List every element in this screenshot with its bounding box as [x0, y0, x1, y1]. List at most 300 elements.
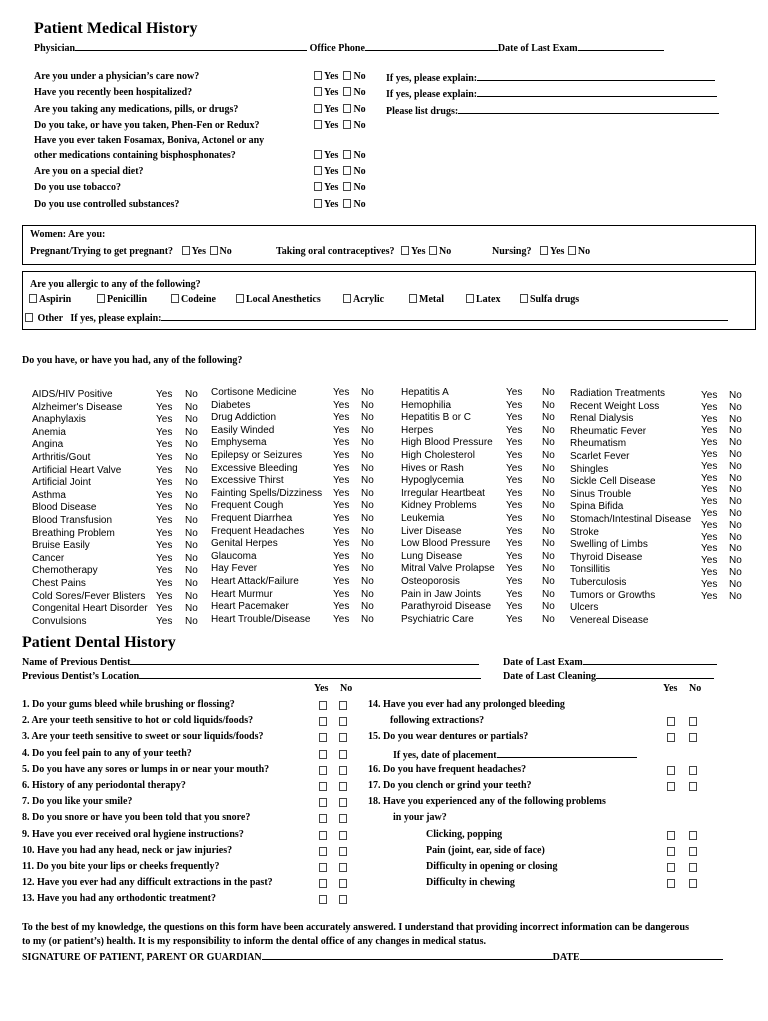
- condition-no-option[interactable]: No: [185, 489, 198, 501]
- dental-no-checkbox[interactable]: [339, 733, 347, 742]
- condition-yes-option[interactable]: Yes: [701, 437, 718, 449]
- condition-yes-option[interactable]: Yes: [156, 389, 173, 400]
- med-followup-field[interactable]: [477, 87, 717, 97]
- dental-no-checkbox[interactable]: [339, 814, 347, 823]
- condition-no-option[interactable]: No: [185, 401, 198, 413]
- condition-no-option[interactable]: No: [361, 538, 374, 550]
- condition-no-option[interactable]: No: [729, 531, 742, 543]
- prev-dentist-row: [22, 655, 479, 668]
- condition-no-option[interactable]: No: [729, 472, 742, 484]
- condition-no-option[interactable]: No: [729, 460, 742, 472]
- condition-no-option[interactable]: No: [729, 413, 742, 425]
- condition-yes-option[interactable]: Yes: [333, 550, 350, 562]
- condition-yes-option[interactable]: Yes: [506, 437, 523, 449]
- med-no-checkbox[interactable]: [343, 104, 351, 113]
- dental-yes-checkbox[interactable]: [319, 701, 327, 710]
- nursing-row: [492, 246, 590, 257]
- condition-name: Rheumatism: [570, 438, 627, 450]
- condition-yes-option[interactable]: Yes: [333, 387, 350, 398]
- date-label: DATE: [552, 952, 580, 963]
- condition-name: Parathyroid Disease: [401, 601, 492, 613]
- dental-question-text: 14. Have you ever had any prolonged bleeding: [368, 699, 565, 710]
- condition-no-option[interactable]: No: [542, 576, 555, 587]
- dental-no-checkbox[interactable]: [689, 733, 697, 742]
- condition-yes-option[interactable]: Yes: [333, 538, 350, 550]
- nursing-no-checkbox[interactable]: [568, 246, 576, 255]
- condition-no-option[interactable]: No: [361, 563, 374, 575]
- signature-field[interactable]: [262, 950, 553, 960]
- condition-yes-option[interactable]: Yes: [156, 464, 173, 476]
- condition-no-option[interactable]: No: [729, 590, 742, 602]
- med-followup: [386, 87, 717, 100]
- condition-yes-option[interactable]: Yes: [701, 567, 718, 578]
- condition-yes-option[interactable]: Yes: [156, 452, 173, 463]
- contraceptives-yes-checkbox[interactable]: [401, 246, 409, 255]
- condition-yes-option[interactable]: Yes: [701, 578, 718, 590]
- condition-yes-option[interactable]: Yes: [333, 424, 350, 436]
- condition-no-option[interactable]: No: [185, 452, 198, 463]
- dental-no-checkbox[interactable]: [339, 895, 347, 904]
- condition-no-option[interactable]: No: [542, 475, 555, 487]
- condition-name: Tuberculosis: [570, 577, 627, 588]
- dental-question: 5. Do you have any sores or lumps in or near your mouth?: [22, 763, 270, 775]
- condition-no-option[interactable]: No: [542, 538, 555, 550]
- med-yes-label: Yes: [324, 71, 339, 82]
- dental-no-checkbox[interactable]: [689, 879, 697, 888]
- dental-no-checkbox[interactable]: [339, 717, 347, 726]
- condition-no-option[interactable]: No: [185, 414, 198, 426]
- med-followup-label: If yes, please explain:: [386, 89, 478, 100]
- dental-no-checkbox[interactable]: [339, 879, 347, 888]
- dental-no-checkbox[interactable]: [339, 847, 347, 856]
- condition-no-option[interactable]: No: [185, 565, 198, 577]
- allergy-checkbox[interactable]: [343, 294, 351, 303]
- condition-no-option[interactable]: No: [542, 450, 555, 461]
- condition-name: Excessive Bleeding: [211, 462, 298, 474]
- dental-last-exam-field[interactable]: [583, 655, 717, 665]
- condition-no-option[interactable]: No: [542, 424, 555, 436]
- condition-no-option[interactable]: No: [729, 496, 742, 508]
- condition-no-option[interactable]: No: [729, 508, 742, 519]
- condition-no-option[interactable]: No: [361, 387, 374, 398]
- dental-yes-checkbox[interactable]: [667, 879, 675, 888]
- med-yes-checkbox[interactable]: [314, 87, 322, 96]
- condition-yes-option[interactable]: Yes: [156, 527, 173, 539]
- condition-name: Heart Pacemaker: [211, 601, 289, 613]
- condition-name: Spina Bifida: [570, 501, 624, 513]
- condition-yes-option[interactable]: Yes: [506, 601, 523, 613]
- dental-no-checkbox[interactable]: [689, 782, 697, 791]
- condition-no-option[interactable]: No: [185, 615, 198, 627]
- dental-yes-checkbox[interactable]: [319, 717, 327, 726]
- condition-yes-option[interactable]: Yes: [506, 424, 523, 436]
- dental-no-checkbox[interactable]: [689, 831, 697, 840]
- dental-no-checkbox[interactable]: [339, 831, 347, 840]
- condition-yes-option[interactable]: Yes: [333, 613, 350, 625]
- med-question-text: Have you recently been hospitalized?: [34, 87, 193, 98]
- condition-yes-option[interactable]: Yes: [333, 525, 350, 537]
- condition-yes-option[interactable]: Yes: [701, 484, 718, 496]
- med-no-checkbox[interactable]: [343, 87, 351, 96]
- med-no-checkbox[interactable]: [343, 199, 351, 208]
- condition-yes-option[interactable]: Yes: [701, 413, 718, 425]
- allergy-checkbox[interactable]: [171, 294, 179, 303]
- dental-yes-checkbox[interactable]: [319, 879, 327, 888]
- dental-no-checkbox[interactable]: [689, 717, 697, 726]
- allergy-explain-field[interactable]: [161, 311, 728, 321]
- condition-no-option[interactable]: No: [185, 439, 198, 451]
- condition-no-option[interactable]: No: [361, 462, 374, 474]
- condition-no-option[interactable]: No: [185, 590, 198, 602]
- condition-no-option[interactable]: No: [361, 613, 374, 625]
- condition-no-option[interactable]: No: [361, 500, 374, 512]
- condition-name: Kidney Problems: [401, 500, 477, 512]
- dental-placement-date-field[interactable]: [497, 748, 637, 758]
- dental-no-checkbox[interactable]: [689, 766, 697, 775]
- dental-question-text: Pain (joint, ear, side of face): [426, 844, 545, 856]
- condition-yes-option[interactable]: Yes: [333, 601, 350, 613]
- condition-name: Hypoglycemia: [401, 475, 464, 487]
- med-followup-label: If yes, please explain:: [386, 73, 478, 84]
- dental-yes-checkbox[interactable]: [319, 782, 327, 791]
- condition-name: Artificial Joint: [32, 477, 91, 489]
- dental-no-checkbox[interactable]: [339, 701, 347, 710]
- physician-field[interactable]: [75, 41, 307, 51]
- condition-yes-option[interactable]: Yes: [333, 462, 350, 474]
- dental-question-text: following extractions?: [390, 715, 485, 727]
- condition-yes-option[interactable]: Yes: [701, 496, 718, 508]
- condition-no-option[interactable]: No: [361, 601, 374, 613]
- condition-no-option[interactable]: No: [729, 449, 742, 460]
- condition-no-option[interactable]: No: [185, 502, 198, 514]
- med-yes-checkbox[interactable]: [314, 104, 322, 113]
- condition-yes-option[interactable]: Yes: [333, 450, 350, 461]
- condition-yes-option[interactable]: Yes: [701, 508, 718, 519]
- office-phone-field[interactable]: [365, 41, 498, 51]
- conditions-question: Do you have, or have you had, any of the following?: [22, 355, 243, 366]
- dental-no-checkbox[interactable]: [689, 847, 697, 856]
- pregnant-no-label: No: [219, 246, 232, 257]
- condition-no-option[interactable]: No: [361, 487, 374, 499]
- condition-no-option[interactable]: No: [729, 543, 742, 555]
- condition-no-option[interactable]: No: [542, 601, 555, 613]
- condition-name: Epilepsy or Seizures: [211, 450, 303, 461]
- condition-name: Chemotherapy: [32, 565, 98, 577]
- condition-yes-option[interactable]: Yes: [333, 513, 350, 524]
- condition-no-option[interactable]: No: [729, 401, 742, 413]
- condition-no-option[interactable]: No: [542, 500, 555, 512]
- dental-yes-checkbox[interactable]: [319, 814, 327, 823]
- condition-name: Breathing Problem: [32, 527, 115, 539]
- dental-question: 4. Do you feel pain to any of your teeth?: [22, 747, 192, 759]
- condition-no-option[interactable]: No: [185, 389, 198, 400]
- condition-no-option[interactable]: No: [185, 527, 198, 539]
- condition-no-option[interactable]: No: [185, 603, 198, 615]
- dental-no-checkbox[interactable]: [339, 782, 347, 791]
- dental-question-text: in your jaw?: [393, 812, 447, 824]
- condition-yes-option[interactable]: Yes: [701, 472, 718, 484]
- condition-yes-option[interactable]: Yes: [506, 450, 523, 461]
- med-no-checkbox[interactable]: [343, 166, 351, 175]
- condition-no-option[interactable]: No: [361, 513, 374, 524]
- dental-no-checkbox[interactable]: [339, 863, 347, 872]
- condition-yes-option[interactable]: Yes: [156, 615, 173, 627]
- condition-yes-option[interactable]: Yes: [506, 525, 523, 537]
- condition-yes-option[interactable]: Yes: [701, 590, 718, 602]
- dental-no-checkbox[interactable]: [689, 863, 697, 872]
- condition-yes-option[interactable]: Yes: [156, 414, 173, 426]
- allergy-option: [96, 294, 147, 305]
- condition-yes-option[interactable]: Yes: [156, 502, 173, 514]
- condition-name: Convulsions: [32, 615, 87, 627]
- condition-no-option[interactable]: No: [185, 540, 198, 552]
- dental-yes-checkbox[interactable]: [319, 750, 327, 759]
- dental-yes-checkbox[interactable]: [319, 863, 327, 872]
- allergy-checkbox[interactable]: [409, 294, 417, 303]
- condition-yes-option[interactable]: Yes: [333, 588, 350, 600]
- dental-yes-checkbox[interactable]: [667, 831, 675, 840]
- condition-no-option[interactable]: No: [185, 477, 198, 489]
- condition-no-option[interactable]: No: [185, 578, 198, 589]
- condition-no-option[interactable]: No: [542, 525, 555, 537]
- condition-no-option[interactable]: No: [542, 563, 555, 575]
- med-no-checkbox[interactable]: [343, 182, 351, 191]
- condition-no-option[interactable]: No: [729, 425, 742, 437]
- allergy-other-checkbox[interactable]: [25, 313, 33, 322]
- condition-yes-option[interactable]: Yes: [333, 437, 350, 449]
- condition-no-option[interactable]: No: [361, 475, 374, 487]
- nursing-yes-checkbox[interactable]: [540, 246, 548, 255]
- condition-name: Irregular Heartbeat: [401, 487, 485, 499]
- pregnant-yes-checkbox[interactable]: [182, 246, 190, 255]
- dental-question: 3. Are your teeth sensitive to sweet or sour liquids/foods?: [22, 731, 264, 743]
- condition-yes-option[interactable]: Yes: [156, 515, 173, 526]
- contraceptives-no-checkbox[interactable]: [429, 246, 437, 255]
- med-yes-checkbox[interactable]: [314, 166, 322, 175]
- dental-yes-checkbox[interactable]: [667, 766, 675, 775]
- allergy-option: [28, 294, 71, 305]
- condition-no-option[interactable]: No: [542, 399, 555, 411]
- nursing-question: Nursing?: [492, 246, 532, 257]
- condition-name: Excessive Thirst: [211, 475, 284, 487]
- allergy-checkbox[interactable]: [466, 294, 474, 303]
- prev-dentist-field[interactable]: [130, 655, 479, 665]
- condition-yes-option[interactable]: Yes: [333, 500, 350, 512]
- condition-name: Heart Murmur: [211, 588, 273, 600]
- condition-no-option[interactable]: No: [542, 513, 555, 524]
- condition-no-option[interactable]: No: [729, 519, 742, 531]
- allergy-label: Codeine: [181, 294, 216, 305]
- condition-yes-option[interactable]: Yes: [701, 401, 718, 413]
- condition-name: Venereal Disease: [570, 614, 649, 626]
- med-no-checkbox[interactable]: [343, 120, 351, 129]
- condition-yes-option[interactable]: Yes: [701, 449, 718, 460]
- condition-no-option[interactable]: No: [361, 525, 374, 537]
- allergy-label: Aspirin: [39, 294, 72, 305]
- allergy-checkbox[interactable]: [236, 294, 244, 303]
- condition-yes-option[interactable]: Yes: [333, 412, 350, 424]
- condition-no-option[interactable]: No: [542, 387, 555, 398]
- pregnant-no-checkbox[interactable]: [210, 246, 218, 255]
- med-yes-label: Yes: [324, 166, 339, 177]
- condition-no-option[interactable]: No: [185, 464, 198, 476]
- condition-yes-option[interactable]: Yes: [506, 613, 523, 625]
- condition-no-option[interactable]: No: [542, 487, 555, 499]
- condition-no-option[interactable]: No: [361, 588, 374, 600]
- condition-no-option[interactable]: No: [729, 484, 742, 496]
- dental-yes-checkbox[interactable]: [319, 831, 327, 840]
- med-question-text: other medications containing bisphosphonates?: [34, 150, 236, 161]
- med-question-text: Do you use tobacco?: [34, 182, 121, 193]
- dental-yes-checkbox[interactable]: [667, 863, 675, 872]
- med-yes-checkbox[interactable]: [314, 71, 322, 80]
- med-question-answers: [313, 120, 366, 131]
- condition-yes-option[interactable]: Yes: [701, 390, 718, 401]
- condition-yes-option[interactable]: Yes: [156, 439, 173, 451]
- condition-no-option[interactable]: No: [185, 426, 198, 438]
- allergy-checkbox[interactable]: [29, 294, 37, 303]
- condition-yes-option[interactable]: Yes: [506, 500, 523, 512]
- condition-no-option[interactable]: No: [542, 437, 555, 449]
- med-no-label: No: [353, 104, 366, 115]
- condition-no-option[interactable]: No: [542, 412, 555, 424]
- dental-left-yes-header: Yes: [314, 683, 329, 694]
- med-yes-checkbox[interactable]: [314, 150, 322, 159]
- condition-no-option[interactable]: No: [729, 555, 742, 567]
- allergy-option: [170, 294, 216, 305]
- condition-yes-option[interactable]: Yes: [506, 550, 523, 562]
- allergy-checkbox[interactable]: [520, 294, 528, 303]
- dental-yes-checkbox[interactable]: [319, 733, 327, 742]
- med-yes-checkbox[interactable]: [314, 182, 322, 191]
- med-question-text: Do you use controlled substances?: [34, 199, 180, 210]
- condition-yes-option[interactable]: Yes: [506, 513, 523, 524]
- med-yes-checkbox[interactable]: [314, 199, 322, 208]
- condition-yes-option[interactable]: Yes: [701, 425, 718, 437]
- med-followup: [386, 104, 719, 117]
- condition-yes-option[interactable]: Yes: [506, 475, 523, 487]
- condition-yes-option[interactable]: Yes: [333, 487, 350, 499]
- condition-yes-option[interactable]: Yes: [701, 531, 718, 543]
- condition-yes-option[interactable]: Yes: [333, 399, 350, 411]
- dental-no-checkbox[interactable]: [339, 798, 347, 807]
- condition-yes-option[interactable]: Yes: [701, 543, 718, 555]
- condition-yes-option[interactable]: Yes: [701, 519, 718, 531]
- condition-yes-option[interactable]: Yes: [506, 399, 523, 411]
- condition-yes-option[interactable]: Yes: [333, 576, 350, 587]
- condition-yes-option[interactable]: Yes: [701, 460, 718, 472]
- condition-yes-option[interactable]: Yes: [506, 412, 523, 424]
- condition-name: Alzheimer's Disease: [32, 401, 123, 413]
- condition-yes-option[interactable]: Yes: [333, 563, 350, 575]
- condition-yes-option[interactable]: Yes: [156, 477, 173, 489]
- dental-yes-checkbox[interactable]: [319, 766, 327, 775]
- condition-no-option[interactable]: No: [361, 550, 374, 562]
- condition-yes-option[interactable]: Yes: [156, 603, 173, 615]
- condition-yes-option[interactable]: Yes: [506, 588, 523, 600]
- condition-no-option[interactable]: No: [542, 462, 555, 474]
- condition-no-option[interactable]: No: [185, 552, 198, 564]
- dental-right-yes-header: Yes: [663, 683, 678, 694]
- med-no-checkbox[interactable]: [343, 150, 351, 159]
- condition-no-option[interactable]: No: [361, 450, 374, 461]
- dental-no-checkbox[interactable]: [339, 766, 347, 775]
- condition-no-option[interactable]: No: [361, 399, 374, 411]
- condition-no-option[interactable]: No: [542, 588, 555, 600]
- condition-yes-option[interactable]: Yes: [506, 576, 523, 587]
- condition-name: Shingles: [570, 463, 609, 475]
- dental-yes-checkbox[interactable]: [667, 782, 675, 791]
- med-followup-field[interactable]: [477, 71, 715, 81]
- last-exam-field[interactable]: [578, 41, 664, 51]
- condition-yes-option[interactable]: Yes: [156, 565, 173, 577]
- med-yes-checkbox[interactable]: [314, 120, 322, 129]
- condition-name: Tonsillitis: [570, 564, 611, 576]
- condition-yes-option[interactable]: Yes: [333, 475, 350, 487]
- dental-question: 2. Are your teeth sensitive to hot or cold liquids/foods?: [22, 715, 254, 727]
- condition-yes-option[interactable]: Yes: [506, 538, 523, 550]
- dental-yes-checkbox[interactable]: [319, 798, 327, 807]
- date-field[interactable]: [580, 950, 723, 960]
- dental-yes-checkbox[interactable]: [319, 895, 327, 904]
- condition-no-option[interactable]: No: [542, 613, 555, 625]
- dental-question: [368, 796, 606, 807]
- med-no-label: No: [353, 150, 366, 161]
- med-question-answers: [313, 104, 366, 115]
- dental-question: [368, 699, 565, 710]
- condition-name: Easily Winded: [211, 424, 275, 436]
- condition-no-option[interactable]: No: [729, 390, 742, 401]
- condition-no-option[interactable]: No: [361, 412, 374, 424]
- dental-yes-checkbox[interactable]: [667, 717, 675, 726]
- condition-yes-option[interactable]: Yes: [506, 487, 523, 499]
- condition-yes-option[interactable]: Yes: [156, 489, 173, 501]
- condition-yes-option[interactable]: Yes: [156, 590, 173, 602]
- prev-location-field[interactable]: [139, 669, 481, 679]
- condition-no-option[interactable]: No: [185, 515, 198, 526]
- condition-yes-option[interactable]: Yes: [506, 387, 523, 398]
- condition-yes-option[interactable]: Yes: [156, 578, 173, 589]
- condition-no-option[interactable]: No: [729, 567, 742, 578]
- condition-no-option[interactable]: No: [361, 437, 374, 449]
- condition-yes-option[interactable]: Yes: [156, 540, 173, 552]
- condition-yes-option[interactable]: Yes: [156, 401, 173, 413]
- condition-yes-option[interactable]: Yes: [156, 552, 173, 564]
- med-followup-field[interactable]: [458, 104, 719, 114]
- condition-name: Low Blood Pressure: [401, 538, 491, 550]
- condition-name: Diabetes: [211, 399, 251, 411]
- condition-no-option[interactable]: No: [361, 424, 374, 436]
- condition-no-option[interactable]: No: [542, 550, 555, 562]
- allergy-checkbox[interactable]: [97, 294, 105, 303]
- condition-yes-option[interactable]: Yes: [156, 426, 173, 438]
- condition-no-option[interactable]: No: [729, 437, 742, 449]
- condition-no-option[interactable]: No: [729, 578, 742, 590]
- dental-yes-checkbox[interactable]: [319, 847, 327, 856]
- med-no-checkbox[interactable]: [343, 71, 351, 80]
- dental-no-checkbox[interactable]: [339, 750, 347, 759]
- condition-yes-option[interactable]: Yes: [506, 462, 523, 474]
- med-question-text: Do you take, or have you taken, Phen-Fen or Redux?: [34, 120, 260, 131]
- condition-yes-option[interactable]: Yes: [701, 555, 718, 567]
- condition-name: Rheumatic Fever: [570, 425, 647, 437]
- dental-last-cleaning-field[interactable]: [596, 669, 714, 679]
- contraceptives-yes-label: Yes: [411, 246, 426, 257]
- dental-yes-checkbox[interactable]: [667, 847, 675, 856]
- condition-yes-option[interactable]: Yes: [506, 563, 523, 575]
- condition-no-option[interactable]: No: [361, 576, 374, 587]
- dental-yes-checkbox[interactable]: [667, 733, 675, 742]
